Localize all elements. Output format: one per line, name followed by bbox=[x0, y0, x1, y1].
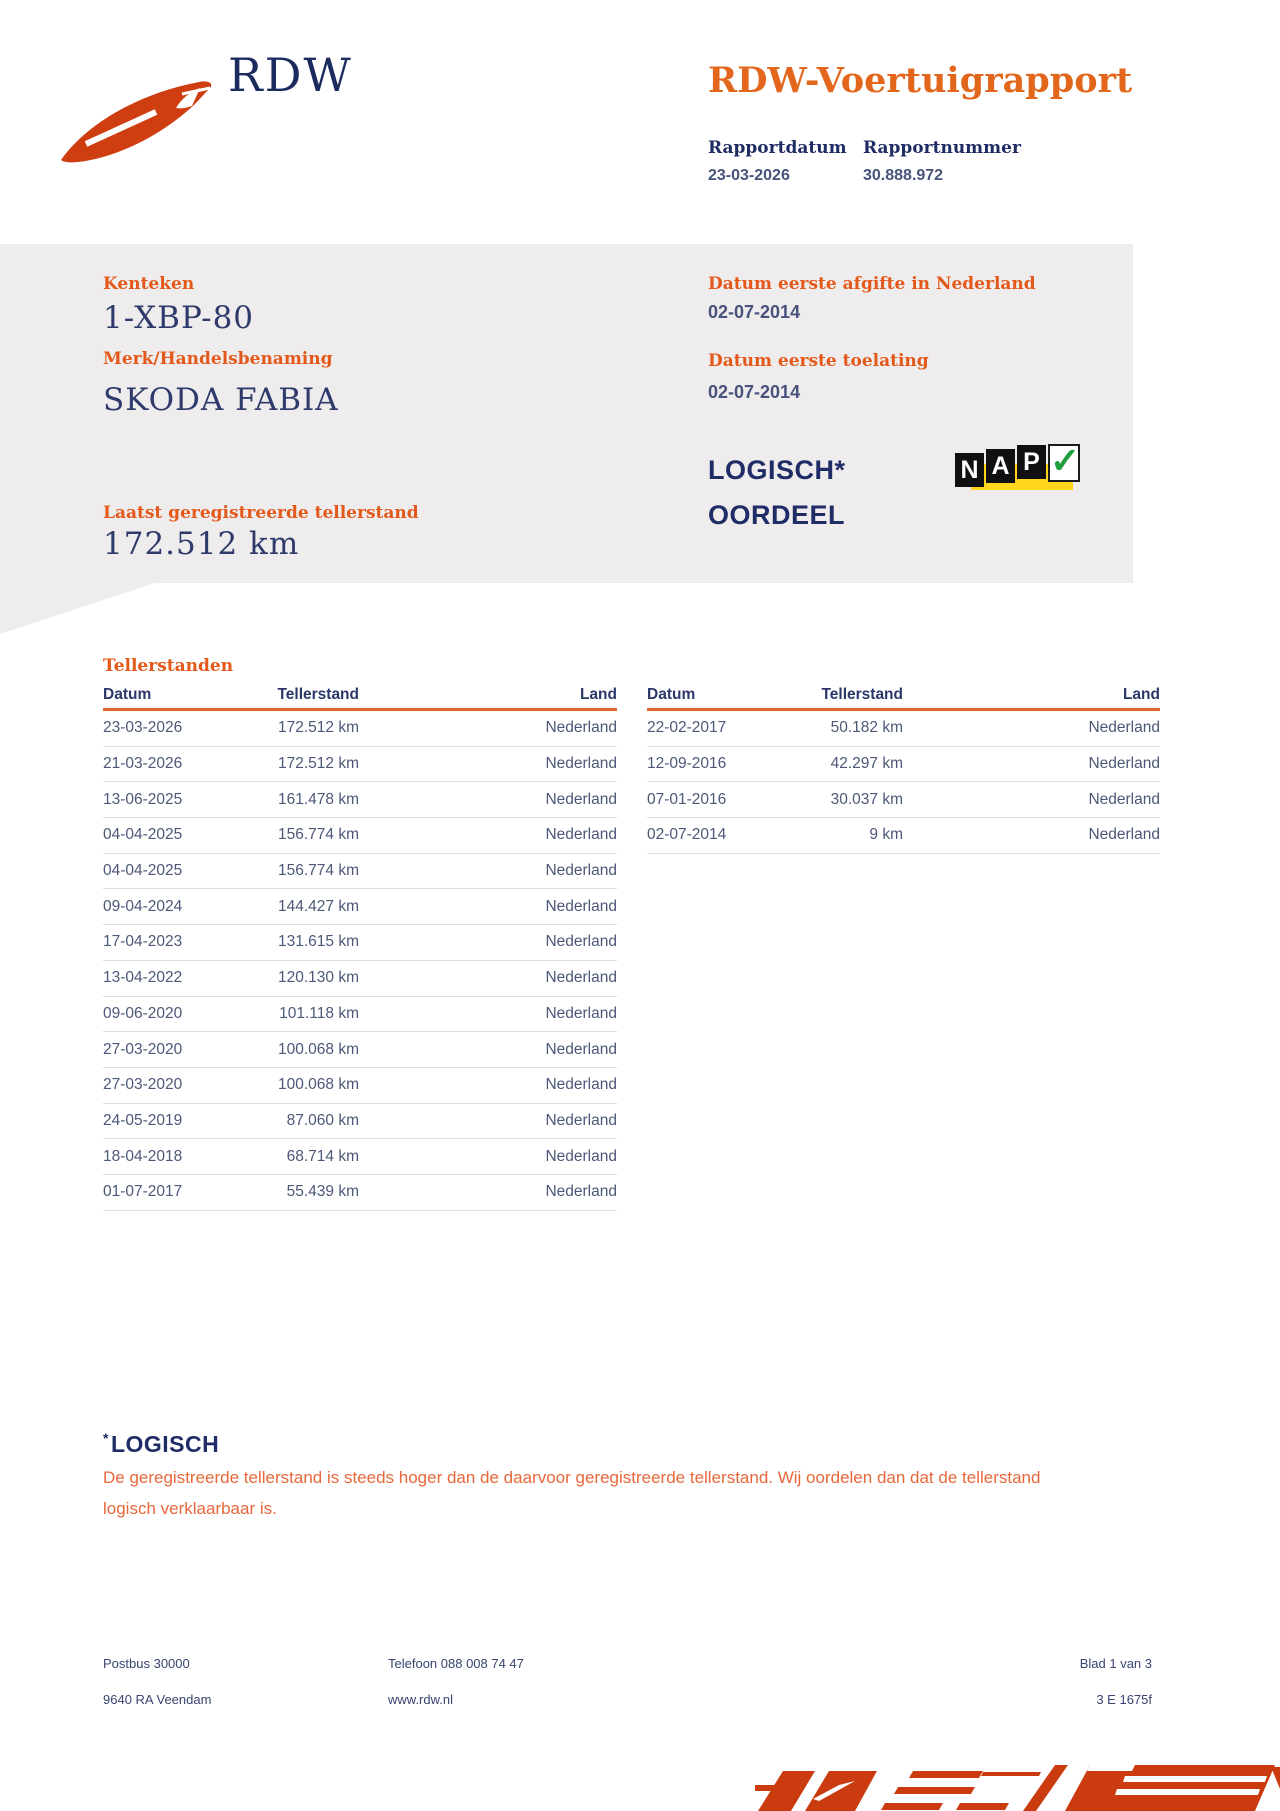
cell-datum: 09-06-2020 bbox=[103, 1004, 183, 1022]
cell-tellerstand: 156.774 km bbox=[278, 862, 359, 880]
column-header-datum: Datum bbox=[103, 686, 152, 703]
table-row bbox=[103, 1032, 617, 1068]
merk-label: Merk/Handelsbenaming bbox=[103, 349, 333, 369]
rdw-wing-logo bbox=[58, 74, 216, 164]
cell-datum: 01-07-2017 bbox=[103, 1183, 183, 1201]
kenteken-label: Kenteken bbox=[103, 274, 195, 294]
cell-datum: 09-04-2024 bbox=[103, 897, 183, 915]
cell-datum: 17-04-2023 bbox=[103, 933, 183, 951]
table-row bbox=[103, 711, 617, 747]
cell-datum: 27-03-2020 bbox=[103, 1076, 183, 1094]
cell-land: Nederland bbox=[545, 826, 617, 844]
cell-tellerstand: 172.512 km bbox=[278, 719, 359, 737]
rdw-logo-text: RDW bbox=[228, 48, 353, 102]
cell-land: Nederland bbox=[1088, 826, 1160, 844]
cell-datum: 18-04-2018 bbox=[103, 1147, 183, 1165]
table-header-row bbox=[647, 686, 1160, 711]
table-row bbox=[103, 818, 617, 854]
afgifte-value: 02-07-2014 bbox=[708, 302, 801, 322]
table-body bbox=[103, 711, 617, 1211]
cell-datum: 13-04-2022 bbox=[103, 969, 183, 987]
cell-land: Nederland bbox=[545, 755, 617, 773]
table-row bbox=[647, 747, 1160, 783]
cell-tellerstand: 42.297 km bbox=[830, 755, 903, 773]
table-row bbox=[647, 782, 1160, 818]
footer-address-line1: Postbus 30000 bbox=[103, 1656, 190, 1671]
cell-land: Nederland bbox=[545, 1076, 617, 1094]
rdw-vehicles-graphic bbox=[755, 1749, 1280, 1811]
logisch-explanation-text: De geregistreerde tellerstand is steeds hoger dan de daarvoor geregistreerde tellerstand. Wij oordelen dan dat de tellerstand logisch verklaarbaar is. bbox=[103, 1468, 1041, 1518]
merk-value: SKODA FABIA bbox=[103, 382, 339, 418]
cell-land: Nederland bbox=[1088, 719, 1160, 737]
table-row bbox=[103, 747, 617, 783]
column-header-datum: Datum bbox=[647, 686, 696, 703]
report-number-value: 30.888.972 bbox=[863, 167, 944, 184]
cell-tellerstand: 55.439 km bbox=[286, 1183, 359, 1201]
column-header-tellerstand: Tellerstand bbox=[277, 686, 359, 703]
cell-tellerstand: 101.118 km bbox=[279, 1004, 359, 1022]
nap-logo bbox=[955, 440, 1081, 493]
cell-datum: 13-06-2025 bbox=[103, 790, 183, 808]
footer-phone: Telefoon 088 008 74 47 bbox=[388, 1656, 524, 1671]
cell-land: Nederland bbox=[1088, 755, 1160, 773]
cell-tellerstand: 87.060 km bbox=[286, 1111, 359, 1129]
page-title: RDW-Voertuigrapport bbox=[708, 60, 1133, 101]
cell-land: Nederland bbox=[545, 1111, 617, 1129]
cell-land: Nederland bbox=[545, 1147, 617, 1165]
table-row bbox=[103, 1175, 617, 1211]
tellerstand-label: Laatst geregistreerde tellerstand bbox=[103, 503, 419, 523]
report-date-label: Rapportdatum bbox=[708, 138, 847, 158]
column-header-land: Land bbox=[579, 686, 617, 703]
nap-letter-a: A bbox=[986, 449, 1015, 483]
toelating-value: 02-07-2014 bbox=[708, 382, 801, 402]
logisch-explanation-heading bbox=[103, 1430, 219, 1458]
oordeel-line2: OORDEEL bbox=[708, 500, 846, 530]
tellerstanden-table-right bbox=[647, 686, 1160, 854]
cell-datum: 21-03-2026 bbox=[103, 755, 183, 773]
tellerstanden-table-left bbox=[103, 686, 617, 1211]
column-header-tellerstand: Tellerstand bbox=[821, 686, 903, 703]
table-row bbox=[103, 782, 617, 818]
nap-checkmark-icon: ✓ bbox=[1050, 440, 1081, 481]
kenteken-value: 1-XBP-80 bbox=[103, 300, 255, 336]
cell-tellerstand: 100.068 km bbox=[278, 1076, 359, 1094]
cell-tellerstand: 50.182 km bbox=[830, 719, 903, 737]
tellerstanden-section-title: Tellerstanden bbox=[103, 656, 234, 676]
tellerstand-value: 172.512 km bbox=[103, 526, 300, 562]
table-row bbox=[103, 889, 617, 925]
oordeel-verdict bbox=[708, 448, 846, 538]
table-row bbox=[103, 1139, 617, 1175]
cell-land: Nederland bbox=[545, 862, 617, 880]
oordeel-line1: LOGISCH* bbox=[708, 455, 846, 485]
table-row bbox=[103, 1104, 617, 1140]
cell-datum: 02-07-2014 bbox=[647, 826, 727, 844]
cell-land: Nederland bbox=[545, 719, 617, 737]
table-header-row bbox=[103, 686, 617, 711]
cell-tellerstand: 120.130 km bbox=[278, 969, 359, 987]
cell-land: Nederland bbox=[1088, 790, 1160, 808]
cell-datum: 07-01-2016 bbox=[647, 790, 727, 808]
table-body bbox=[647, 711, 1160, 854]
cell-land: Nederland bbox=[545, 1004, 617, 1022]
cell-datum: 23-03-2026 bbox=[103, 719, 183, 737]
cell-tellerstand: 144.427 km bbox=[278, 897, 359, 915]
table-row bbox=[103, 1068, 617, 1104]
logisch-heading-text: LOGISCH bbox=[110, 1431, 220, 1457]
table-row bbox=[647, 818, 1160, 854]
afgifte-label: Datum eerste afgifte in Nederland bbox=[708, 274, 1036, 294]
cell-datum: 12-09-2016 bbox=[647, 755, 727, 773]
cell-land: Nederland bbox=[545, 1040, 617, 1058]
table-row bbox=[103, 925, 617, 961]
cell-datum: 24-05-2019 bbox=[103, 1111, 183, 1129]
footer-form-code: 3 E 1675f bbox=[1096, 1692, 1152, 1707]
cell-land: Nederland bbox=[545, 933, 617, 951]
table-row bbox=[103, 961, 617, 997]
cell-tellerstand: 9 km bbox=[869, 826, 903, 844]
table-row bbox=[647, 711, 1160, 747]
table-row bbox=[103, 854, 617, 890]
cell-tellerstand: 156.774 km bbox=[278, 826, 359, 844]
cell-datum: 04-04-2025 bbox=[103, 862, 183, 880]
cell-land: Nederland bbox=[545, 897, 617, 915]
toelating-label: Datum eerste toelating bbox=[708, 351, 929, 371]
footer-page-number: Blad 1 van 3 bbox=[1079, 1656, 1152, 1671]
cell-datum: 27-03-2020 bbox=[103, 1040, 183, 1058]
cell-tellerstand: 172.512 km bbox=[278, 755, 359, 773]
footer-address-line2: 9640 RA Veendam bbox=[103, 1692, 212, 1707]
footer-website: www.rdw.nl bbox=[388, 1692, 454, 1707]
cell-land: Nederland bbox=[545, 790, 617, 808]
report-number-label: Rapportnummer bbox=[863, 138, 1021, 158]
cell-datum: 22-02-2017 bbox=[647, 719, 727, 737]
column-header-land: Land bbox=[1122, 686, 1160, 703]
asterisk-marker: * bbox=[103, 1430, 109, 1446]
nap-letter-p: P bbox=[1017, 445, 1046, 479]
cell-land: Nederland bbox=[545, 1183, 617, 1201]
nap-letter-n: N bbox=[955, 453, 984, 487]
report-date-value: 23-03-2026 bbox=[708, 167, 790, 184]
cell-tellerstand: 68.714 km bbox=[286, 1147, 359, 1165]
table-row bbox=[103, 997, 617, 1033]
cell-tellerstand: 100.068 km bbox=[278, 1040, 359, 1058]
cell-tellerstand: 30.037 km bbox=[830, 790, 903, 808]
cell-tellerstand: 161.478 km bbox=[278, 790, 359, 808]
cell-datum: 04-04-2025 bbox=[103, 826, 183, 844]
cell-tellerstand: 131.615 km bbox=[278, 933, 359, 951]
cell-land: Nederland bbox=[545, 969, 617, 987]
